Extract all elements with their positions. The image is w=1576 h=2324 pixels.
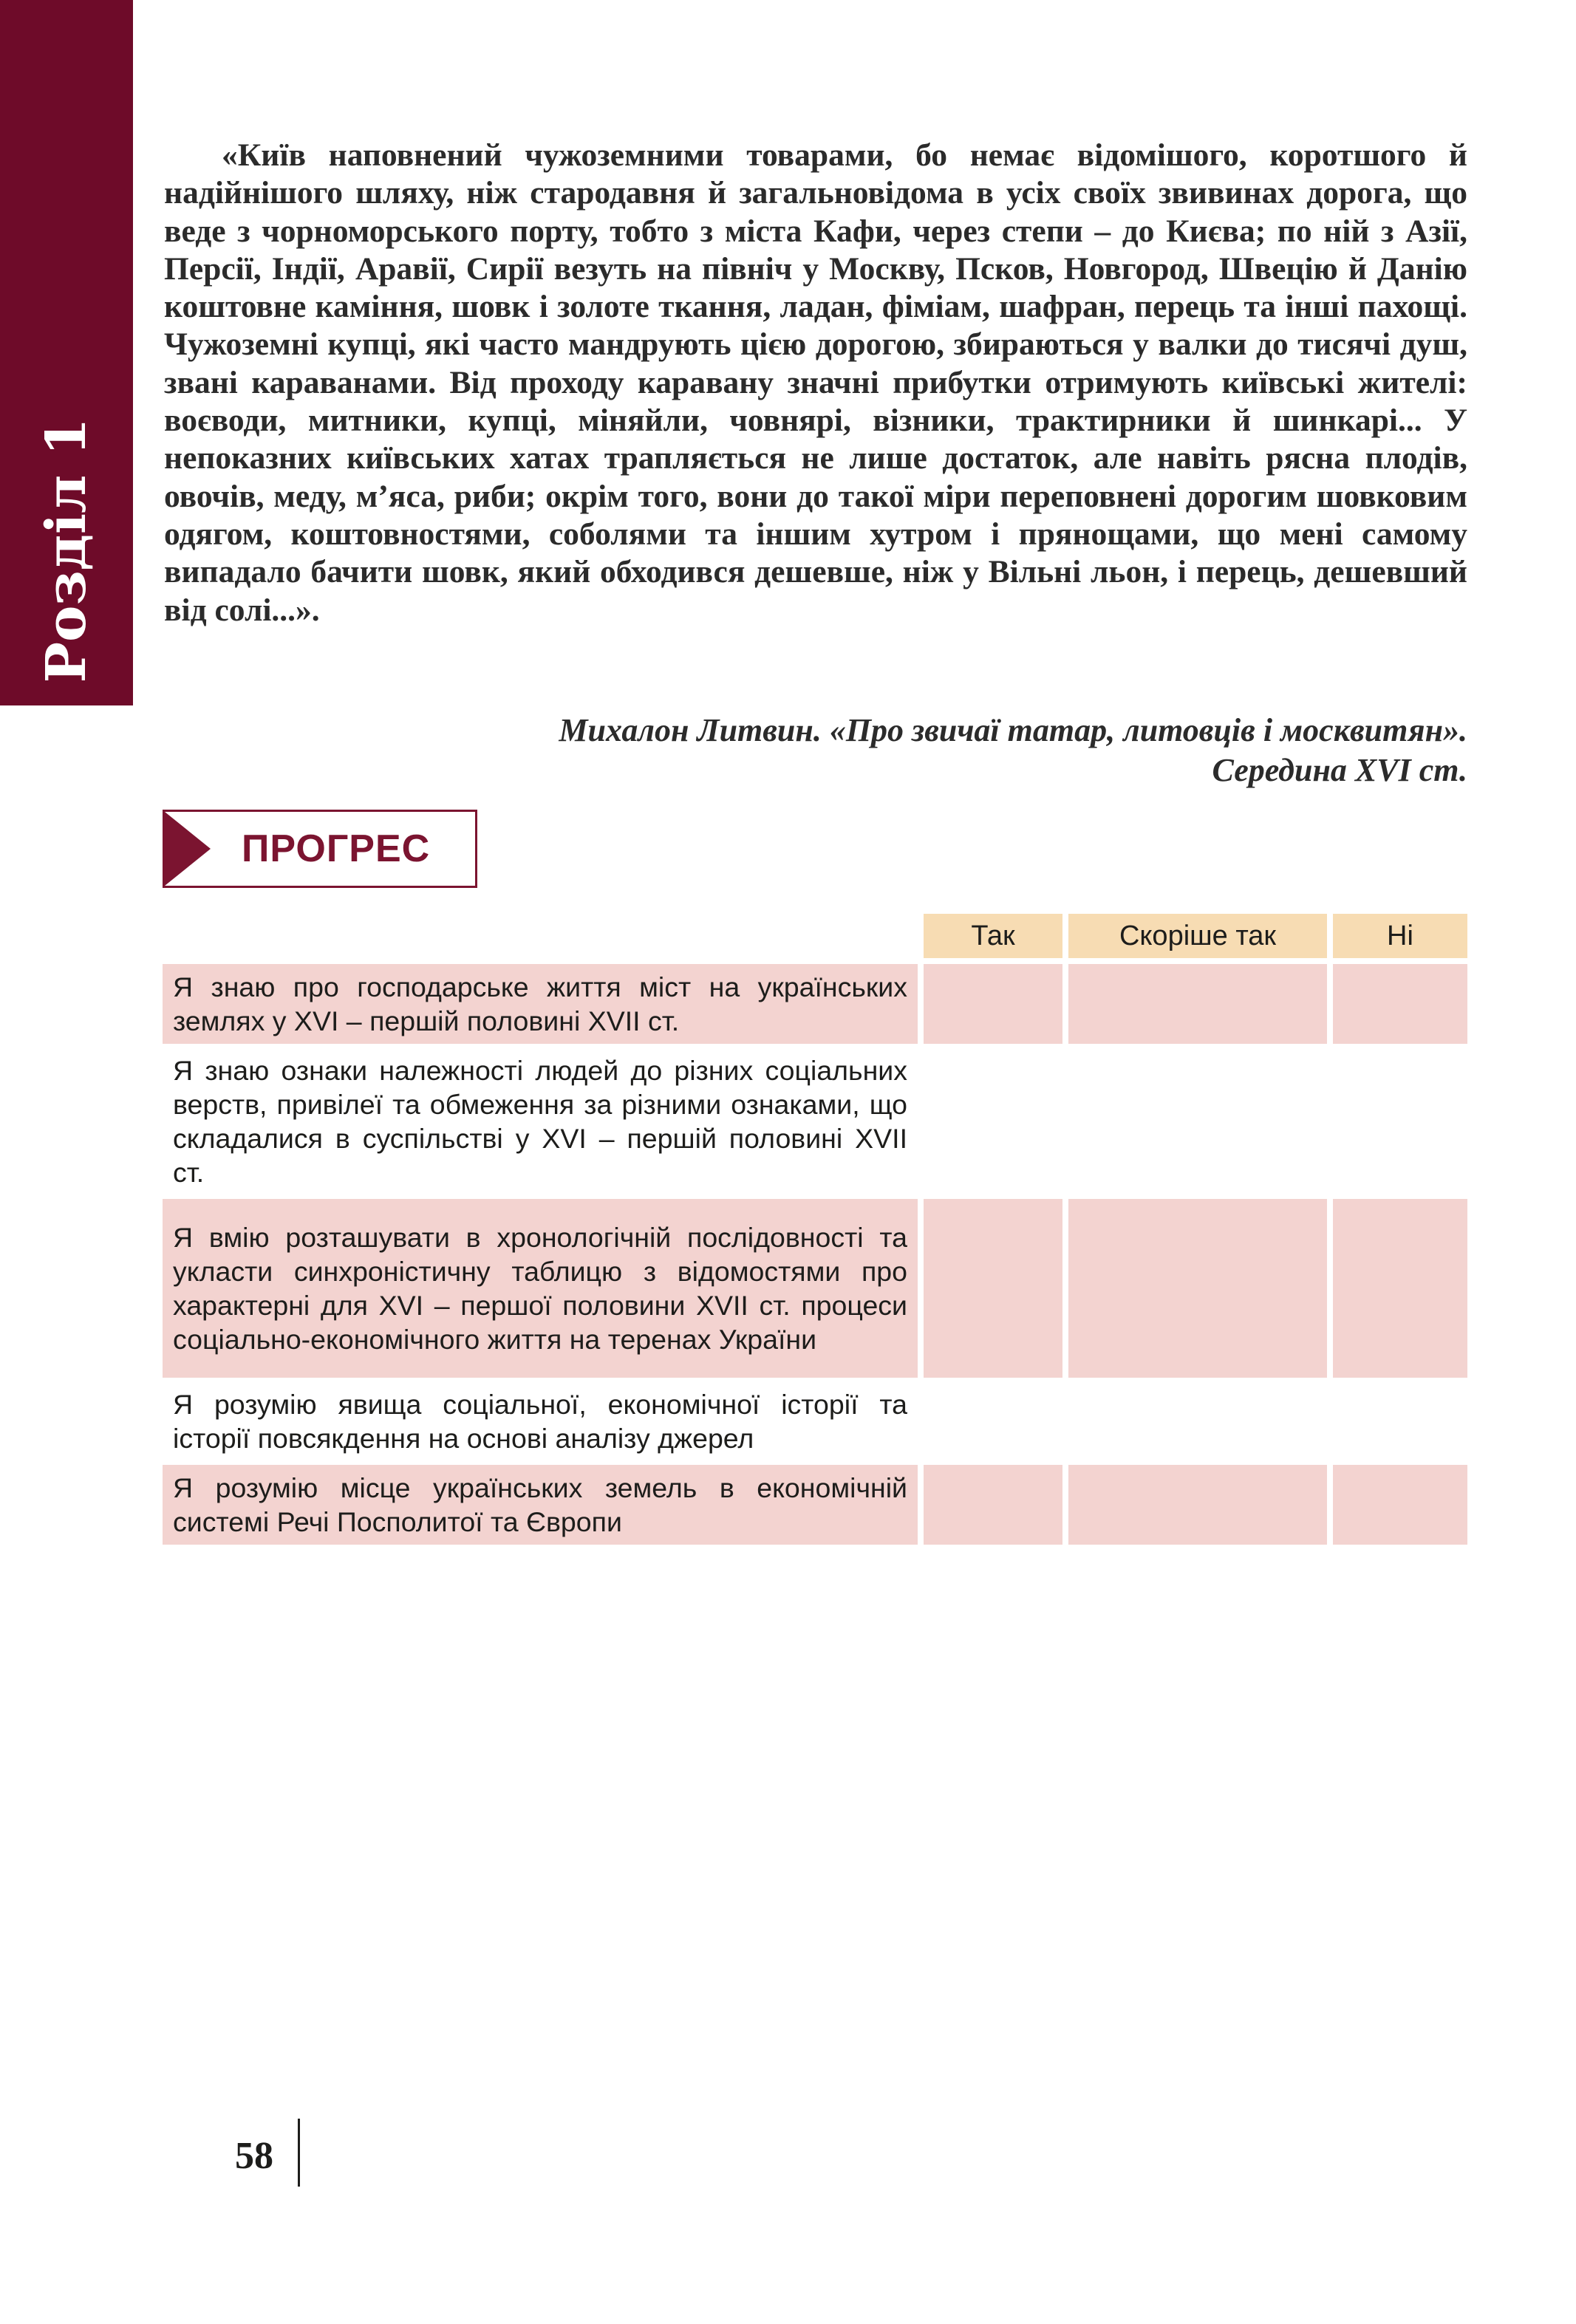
- answer-cell-yes[interactable]: [924, 1465, 1062, 1545]
- quote-attribution: [559, 711, 1467, 790]
- answer-cell-rather-yes[interactable]: [1068, 1050, 1327, 1193]
- answer-cell-rather-yes[interactable]: [1068, 1465, 1327, 1545]
- table-row: [163, 1465, 1467, 1545]
- answer-cell-no[interactable]: [1333, 1199, 1467, 1378]
- answer-cell-no[interactable]: [1333, 1465, 1467, 1545]
- table-row: [163, 964, 1467, 1044]
- progress-heading: [163, 810, 477, 888]
- historical-quote: «Київ наповнений чужоземними товарами, бо немає відомішого, коротшого й надійнішого шляху, ніж стародавня й загальновідома в усіх своїх звивинах дорога, що веде з чорноморського порту, тобто з міста Кафи, через степи – до Києва; по ній з Азії, Персії, Індії, Аравії, Сирії везуть на північ у Москву, Псков, Новгород, Швецію й Данію коштовне каміння, шовк і золоте ткання, ладан, фіміам, шафран, перець та інші пахощі. Чужоземні купці, які часто мандрують цією дорогою, збираються у валки до тисячі душ, звані караванами. Від проходу каравану значні прибутки отримують київські жителі: воєводи, митники, купці, міняйли, човнярі, візники, трактирники й шинкарі... У непоказних київських хатах трапляється не лише достаток, але навіть рясна плодів, овочів, меду, м’яса, риби; окрім того, вони до такої міри переповнені дорогим шовковим одягом, коштовностями, соболями та іншим хутром і прянощами, що мені самому випадало бачити шовк, який обходився дешевше, ніж у Вільні льон, і перець, дешевший від солі...».: [164, 137, 1467, 628]
- answer-cell-no[interactable]: [1333, 964, 1467, 1044]
- section-label: Розділ 1: [35, 417, 98, 683]
- progress-title: ПРОГРЕС: [242, 827, 431, 870]
- header-blank-cell: [163, 914, 918, 958]
- statement-cell: Я вмію розташувати в хронологічній послідовності та укласти синхроністичну таблицю з відомостями про характерні для XVI – першої половини XVII ст. процеси соціально-економічного життя на теренах України: [163, 1199, 918, 1378]
- answer-cell-yes[interactable]: [924, 964, 1062, 1044]
- statement-cell: Я знаю про господарське життя міст на українських землях у XVI – першій половині XVII ст.: [163, 964, 918, 1044]
- table-row: [163, 1050, 1467, 1193]
- answer-cell-rather-yes[interactable]: [1068, 1384, 1327, 1459]
- answer-cell-yes[interactable]: [924, 1050, 1062, 1193]
- page-number-divider: [298, 2119, 300, 2187]
- answer-cell-yes[interactable]: [924, 1199, 1062, 1378]
- answer-cell-rather-yes[interactable]: [1068, 1199, 1327, 1378]
- table-header-row: [163, 914, 1467, 958]
- statement-cell: Я розумію місце українських земель в економічній системі Речі Посполитої та Європи: [163, 1465, 918, 1545]
- section-side-tab: [0, 0, 133, 705]
- attribution-date: Середина XVI ст.: [1212, 752, 1467, 788]
- statement-cell: Я розумію явища соціальної, економічної історії та історії повсякдення на основі аналізу джерел: [163, 1384, 918, 1459]
- column-header-rather-yes: Скоріше так: [1068, 914, 1327, 958]
- table-row: [163, 1199, 1467, 1378]
- play-arrow-icon: [165, 812, 211, 886]
- column-header-yes: Так: [924, 914, 1062, 958]
- answer-cell-rather-yes[interactable]: [1068, 964, 1327, 1044]
- answer-cell-no[interactable]: [1333, 1050, 1467, 1193]
- answer-cell-yes[interactable]: [924, 1384, 1062, 1459]
- column-header-no: Ні: [1333, 914, 1467, 958]
- statement-cell: Я знаю ознаки належності людей до різних соціальних верств, привілеї та обмеження за різними ознаками, що складалися в суспільстві у XVI – першій половині XVII ст.: [163, 1050, 918, 1193]
- progress-self-assessment-table: [157, 908, 1473, 1551]
- attribution-author-work: Михалон Литвин. «Про звичаї татар, литовців і москвитян».: [559, 712, 1467, 748]
- table-row: [163, 1384, 1467, 1459]
- answer-cell-no[interactable]: [1333, 1384, 1467, 1459]
- page-number: 58: [235, 2135, 273, 2177]
